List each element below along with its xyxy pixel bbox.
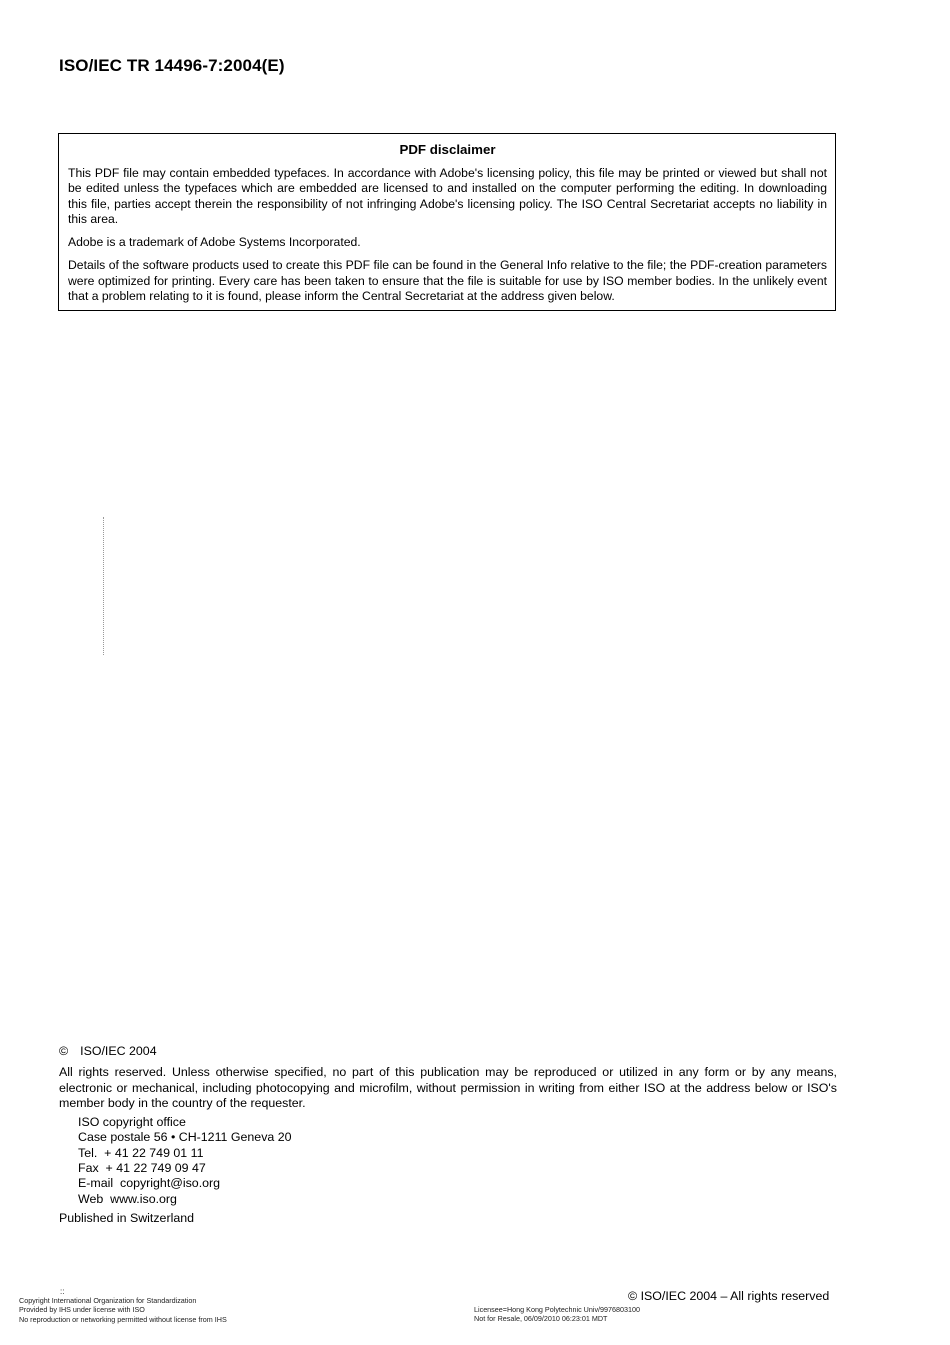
footer-left-line-2: Provided by IHS under license with ISO [19,1305,145,1315]
footer-right-line-2: Not for Resale, 06/09/2010 06:23:01 MDT [474,1314,608,1324]
footer-rights: © ISO/IEC 2004 – All rights reserved [628,1289,830,1303]
dotted-margin-mark [103,517,105,655]
address-office: ISO copyright office [78,1115,186,1130]
address-email: E-mail copyright@iso.org [78,1176,221,1191]
disclaimer-title: PDF disclaimer [399,142,496,157]
footer-right-line-1: Licensee=Hong Kong Polytechnic Univ/9976803100 [474,1305,641,1314]
copyright-symbol: © [59,1044,69,1058]
copyright-holder: ISO/IEC 2004 [80,1044,157,1058]
address-fax: Fax + 41 22 749 09 47 [78,1161,206,1176]
address-web: Web www.iso.org [78,1191,177,1206]
pdf-disclaimer-box [58,133,836,311]
rights-statement: All rights reserved. Unless otherwise specified, no part of this publication may be reproduced or utilized in any form or by any means, electronic or mechanical, including photocopying and microfilm, without permission in writing from either ISO at the address below or ISO's member body in the country of the requester. [59,1065,837,1110]
address-postal: Case postale 56 • CH-1211 Geneva 20 [78,1130,292,1145]
copyright-block [59,1044,837,1226]
address-tel: Tel. + 41 22 749 01 11 [78,1145,204,1160]
footer-glyph: :: [60,1287,65,1296]
footer-license-left [19,1287,227,1324]
footer-license-right [474,1305,640,1324]
disclaimer-paragraph-typefaces: This PDF file may contain embedded typefaces. In accordance with Adobe's licensing policy, this file may be printed or viewed but shall not be edited unless the typefaces which are embedded are licensed to and installed on the computer performing the editing. In downloading this file, parties accept therein the responsibility of not infringing Adobe's licensing policy. The ISO Central Secretariat accepts no liability in this area. [68,166,827,226]
copyright-office-address [78,1115,837,1207]
footer-left-line-1: Copyright International Organization for Standardization [19,1296,197,1305]
disclaimer-paragraph-trademark: Adobe is a trademark of Adobe Systems Incorporated. [68,235,361,250]
published-in: Published in Switzerland [59,1210,194,1225]
footer-left-line-3: No reproduction or networking permitted without license from IHS [19,1314,227,1324]
document-code: ISO/IEC TR 14496-7:2004(E) [59,56,285,75]
copyright-line [59,1044,837,1059]
disclaimer-paragraph-details: Details of the software products used to create this PDF file can be found in the General Info relative to the file; the PDF-creation parameters were optimized for printing. Every care has been taken to ensure that the file is suitable for use by ISO member bodies. In the unlikely event that a problem relating to it is found, please inform the Central Secretariat at the address given below. [68,258,827,304]
